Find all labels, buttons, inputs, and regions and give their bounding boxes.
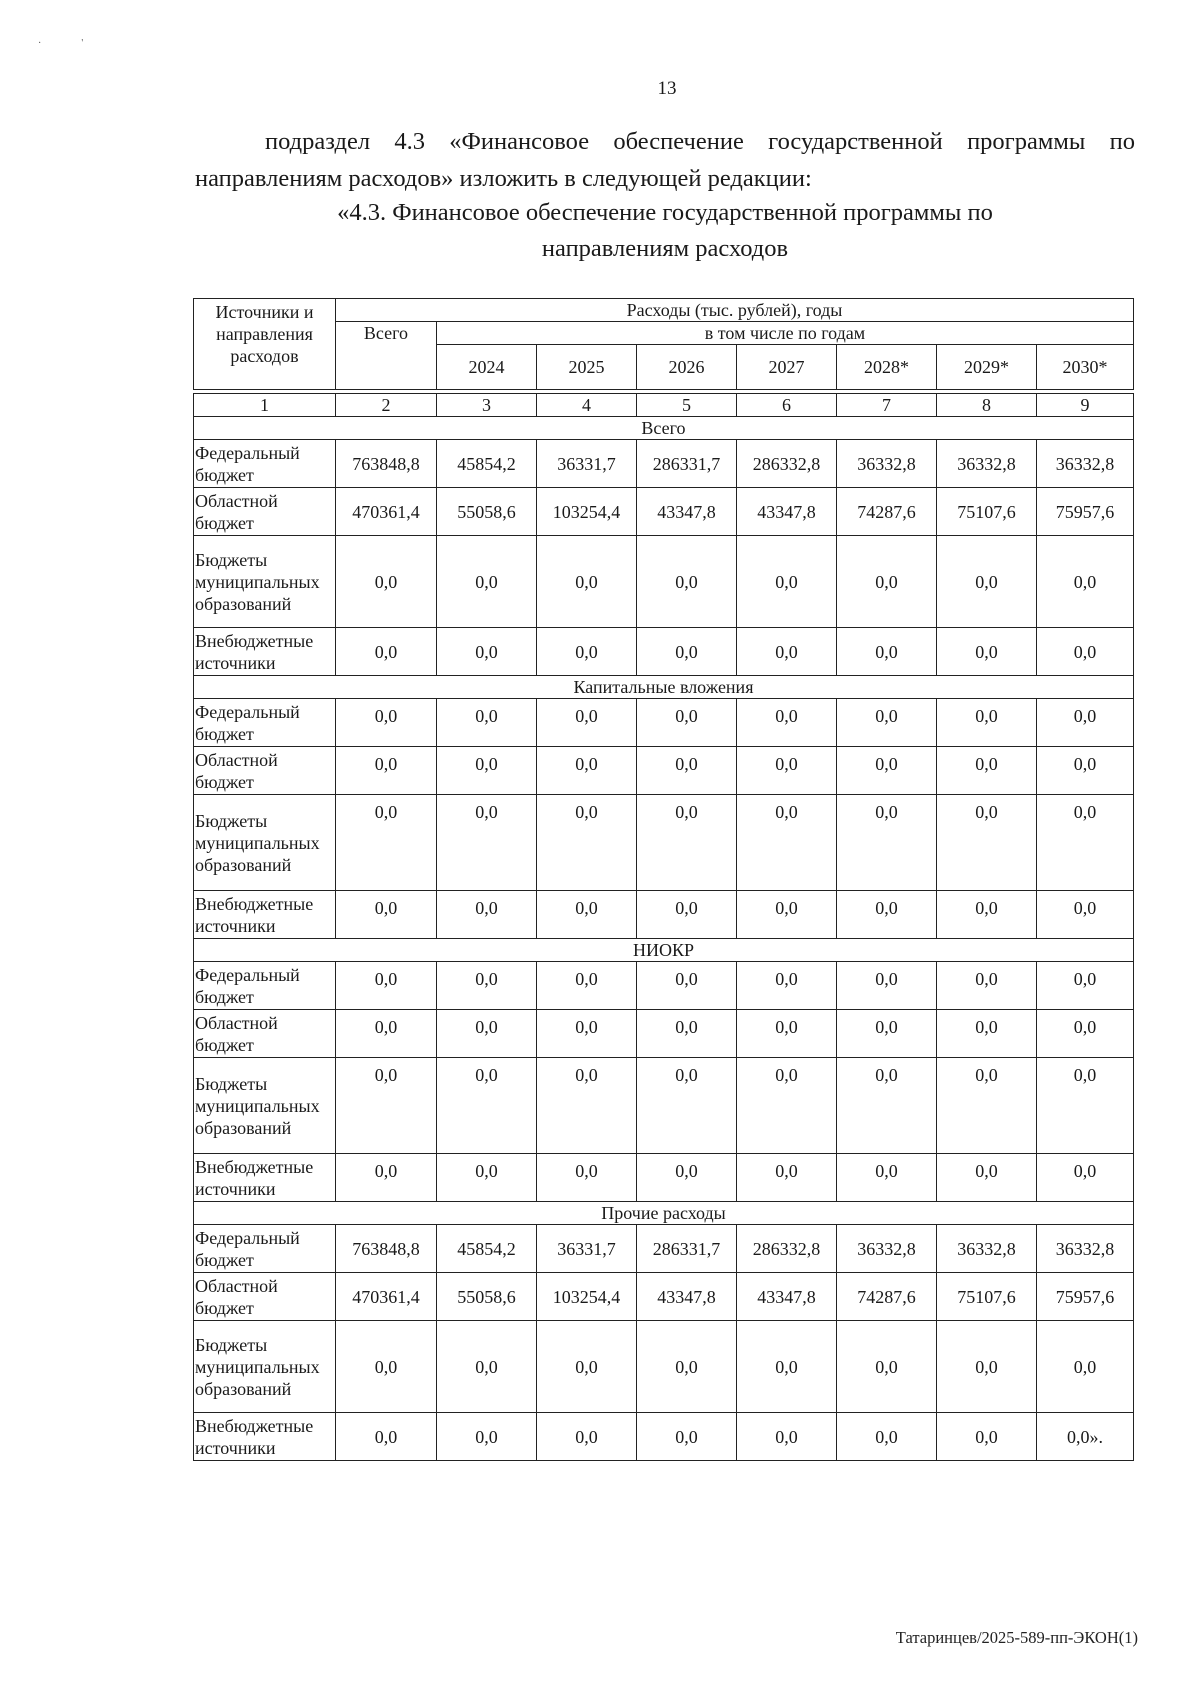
financing-table xyxy=(193,298,1134,1461)
value-cell: 55058,6 xyxy=(437,488,537,536)
value-cell: 0,0 xyxy=(937,1413,1037,1461)
column-number: 8 xyxy=(937,394,1037,417)
value-cell: 0,0 xyxy=(437,628,537,676)
value-cell: 0,0 xyxy=(437,795,537,891)
value-cell: 0,0 xyxy=(336,747,437,795)
value-cell: 0,0 xyxy=(737,699,837,747)
row-label: Областной бюджет xyxy=(194,1010,336,1058)
value-cell: 0,0 xyxy=(437,1010,537,1058)
value-cell: 0,0 xyxy=(336,891,437,939)
value-cell: 0,0 xyxy=(437,962,537,1010)
value-cell: 0,0 xyxy=(837,962,937,1010)
value-cell: 0,0 xyxy=(637,1154,737,1202)
section-title: НИОКР xyxy=(194,939,1134,962)
value-cell: 0,0 xyxy=(637,1321,737,1413)
value-cell: 0,0 xyxy=(937,1010,1037,1058)
row-label: Внебюджетные источники xyxy=(194,1154,336,1202)
value-cell: 0,0 xyxy=(737,1010,837,1058)
value-cell: 763848,8 xyxy=(336,1225,437,1273)
column-number: 9 xyxy=(1037,394,1134,417)
heading-line-1: «4.3. Финансовое обеспечение государственной программы по xyxy=(337,199,993,226)
column-number: 1 xyxy=(194,394,336,417)
value-cell: 36332,8 xyxy=(937,1225,1037,1273)
row-label: Внебюджетные источники xyxy=(194,628,336,676)
value-cell: 0,0 xyxy=(837,795,937,891)
value-cell: 0,0 xyxy=(837,1321,937,1413)
row-label: Бюджеты муниципальных образований xyxy=(194,1321,336,1413)
header-year: 2026 xyxy=(637,345,737,390)
value-cell: 286331,7 xyxy=(637,1225,737,1273)
value-cell: 0,0 xyxy=(1037,1154,1134,1202)
table-row xyxy=(194,1058,1134,1154)
table-row xyxy=(194,1154,1134,1202)
table-row xyxy=(194,1273,1134,1321)
row-label: Областной бюджет xyxy=(194,1273,336,1321)
value-cell: 45854,2 xyxy=(437,440,537,488)
value-cell: 0,0 xyxy=(737,891,837,939)
value-cell: 103254,4 xyxy=(537,488,637,536)
value-cell: 0,0 xyxy=(737,628,837,676)
value-cell: 75957,6 xyxy=(1037,488,1134,536)
value-cell: 0,0 xyxy=(437,891,537,939)
header-by-years: в том числе по годам xyxy=(437,322,1134,345)
row-label: Бюджеты муниципальных образований xyxy=(194,536,336,628)
value-cell: 0,0 xyxy=(537,962,637,1010)
table-row xyxy=(194,891,1134,939)
value-cell: 0,0 xyxy=(336,536,437,628)
value-cell: 0,0 xyxy=(637,962,737,1010)
column-number: 3 xyxy=(437,394,537,417)
value-cell: 763848,8 xyxy=(336,440,437,488)
row-label: Областной бюджет xyxy=(194,747,336,795)
value-cell: 0,0 xyxy=(1037,1321,1134,1413)
value-cell: 0,0 xyxy=(637,795,737,891)
value-cell: 36331,7 xyxy=(537,440,637,488)
value-cell: 0,0 xyxy=(437,1154,537,1202)
value-cell: 0,0 xyxy=(1037,1058,1134,1154)
table-row xyxy=(194,795,1134,891)
value-cell: 43347,8 xyxy=(637,488,737,536)
table-row xyxy=(194,1321,1134,1413)
table-row xyxy=(194,628,1134,676)
value-cell: 36331,7 xyxy=(537,1225,637,1273)
value-cell: 0,0 xyxy=(937,628,1037,676)
column-number: 5 xyxy=(637,394,737,417)
header-year: 2025 xyxy=(537,345,637,390)
scan-specks: · ' xyxy=(38,38,84,49)
value-cell: 0,0 xyxy=(737,536,837,628)
document-footer: Татаринцев/2025-589-пп-ЭКОН(1) xyxy=(895,1628,1138,1647)
row-label: Федеральный бюджет xyxy=(194,1225,336,1273)
value-cell: 0,0 xyxy=(336,1010,437,1058)
value-cell: 43347,8 xyxy=(637,1273,737,1321)
intro-text: подраздел 4.3 «Финансовое обеспечение государственной программы по направлениям расходов» изложить в следующей редакции: xyxy=(195,128,1135,192)
value-cell: 0,0 xyxy=(937,962,1037,1010)
value-cell: 0,0 xyxy=(837,747,937,795)
value-cell: 43347,8 xyxy=(737,1273,837,1321)
value-cell: 75107,6 xyxy=(937,488,1037,536)
value-cell: 36332,8 xyxy=(937,440,1037,488)
value-cell: 36332,8 xyxy=(1037,440,1134,488)
value-cell: 0,0 xyxy=(537,1154,637,1202)
value-cell: 103254,4 xyxy=(537,1273,637,1321)
value-cell: 0,0 xyxy=(336,795,437,891)
value-cell: 0,0 xyxy=(437,1413,537,1461)
table-row xyxy=(194,1413,1134,1461)
value-cell: 470361,4 xyxy=(336,1273,437,1321)
value-cell: 0,0 xyxy=(537,536,637,628)
value-cell: 0,0 xyxy=(737,1413,837,1461)
table-row xyxy=(194,488,1134,536)
value-cell: 0,0 xyxy=(937,1058,1037,1154)
value-cell: 0,0 xyxy=(837,1010,937,1058)
heading-line-2: направлениям расходов xyxy=(541,235,789,262)
value-cell: 0,0 xyxy=(837,699,937,747)
column-number: 6 xyxy=(737,394,837,417)
value-cell: 0,0 xyxy=(637,628,737,676)
value-cell: 0,0 xyxy=(1037,891,1134,939)
column-number: 2 xyxy=(336,394,437,417)
value-cell: 0,0». xyxy=(1037,1413,1134,1461)
value-cell: 0,0 xyxy=(637,1010,737,1058)
value-cell: 0,0 xyxy=(336,1321,437,1413)
value-cell: 0,0 xyxy=(737,962,837,1010)
table-row xyxy=(194,1225,1134,1273)
value-cell: 0,0 xyxy=(837,1154,937,1202)
row-label: Внебюджетные источники xyxy=(194,1413,336,1461)
value-cell: 36332,8 xyxy=(837,1225,937,1273)
table-row xyxy=(194,747,1134,795)
header-year: 2030* xyxy=(1037,345,1134,390)
value-cell: 74287,6 xyxy=(837,488,937,536)
table-row xyxy=(194,440,1134,488)
value-cell: 0,0 xyxy=(1037,747,1134,795)
row-label: Областной бюджет xyxy=(194,488,336,536)
value-cell: 0,0 xyxy=(336,962,437,1010)
header-year: 2029* xyxy=(937,345,1037,390)
row-label: Бюджеты муниципальных образований xyxy=(194,1058,336,1154)
value-cell: 286332,8 xyxy=(737,440,837,488)
value-cell: 0,0 xyxy=(537,699,637,747)
column-number: 4 xyxy=(537,394,637,417)
header-year: 2027 xyxy=(737,345,837,390)
value-cell: 0,0 xyxy=(737,1058,837,1154)
value-cell: 45854,2 xyxy=(437,1225,537,1273)
value-cell: 0,0 xyxy=(937,795,1037,891)
value-cell: 0,0 xyxy=(437,1321,537,1413)
row-label: Федеральный бюджет xyxy=(194,699,336,747)
section-heading xyxy=(195,195,1135,267)
value-cell: 0,0 xyxy=(336,1058,437,1154)
value-cell: 43347,8 xyxy=(737,488,837,536)
value-cell: 0,0 xyxy=(737,747,837,795)
value-cell: 0,0 xyxy=(837,891,937,939)
value-cell: 0,0 xyxy=(937,536,1037,628)
value-cell: 0,0 xyxy=(537,1413,637,1461)
table-row xyxy=(194,699,1134,747)
value-cell: 0,0 xyxy=(637,699,737,747)
value-cell: 0,0 xyxy=(537,747,637,795)
row-label: Федеральный бюджет xyxy=(194,440,336,488)
value-cell: 0,0 xyxy=(637,747,737,795)
value-cell: 0,0 xyxy=(837,1058,937,1154)
value-cell: 0,0 xyxy=(737,1154,837,1202)
value-cell: 36332,8 xyxy=(1037,1225,1134,1273)
value-cell: 0,0 xyxy=(437,536,537,628)
value-cell: 0,0 xyxy=(1037,628,1134,676)
header-year: 2028* xyxy=(837,345,937,390)
value-cell: 0,0 xyxy=(537,1010,637,1058)
value-cell: 0,0 xyxy=(537,1321,637,1413)
table-row xyxy=(194,536,1134,628)
value-cell: 0,0 xyxy=(837,628,937,676)
value-cell: 0,0 xyxy=(937,699,1037,747)
value-cell: 74287,6 xyxy=(837,1273,937,1321)
value-cell: 0,0 xyxy=(937,1321,1037,1413)
table-row xyxy=(194,962,1134,1010)
value-cell: 0,0 xyxy=(1037,1010,1134,1058)
value-cell: 286332,8 xyxy=(737,1225,837,1273)
value-cell: 75957,6 xyxy=(1037,1273,1134,1321)
value-cell: 0,0 xyxy=(637,1413,737,1461)
value-cell: 0,0 xyxy=(437,1058,537,1154)
header-year: 2024 xyxy=(437,345,537,390)
page-number: 13 xyxy=(657,78,677,99)
value-cell: 0,0 xyxy=(537,795,637,891)
value-cell: 55058,6 xyxy=(437,1273,537,1321)
row-label: Внебюджетные источники xyxy=(194,891,336,939)
value-cell: 0,0 xyxy=(637,891,737,939)
row-label: Федеральный бюджет xyxy=(194,962,336,1010)
value-cell: 0,0 xyxy=(937,747,1037,795)
value-cell: 286331,7 xyxy=(637,440,737,488)
row-label: Бюджеты муниципальных образований xyxy=(194,795,336,891)
section-title: Всего xyxy=(194,417,1134,440)
value-cell: 0,0 xyxy=(737,795,837,891)
intro-paragraph xyxy=(195,123,1135,197)
value-cell: 0,0 xyxy=(336,628,437,676)
value-cell: 0,0 xyxy=(1037,795,1134,891)
column-number: 7 xyxy=(837,394,937,417)
value-cell: 0,0 xyxy=(1037,962,1134,1010)
header-expenses: Расходы (тыс. рублей), годы xyxy=(336,299,1134,322)
value-cell: 0,0 xyxy=(437,699,537,747)
value-cell: 0,0 xyxy=(1037,536,1134,628)
section-title: Прочие расходы xyxy=(194,1202,1134,1225)
value-cell: 0,0 xyxy=(336,1413,437,1461)
value-cell: 0,0 xyxy=(837,1413,937,1461)
value-cell: 0,0 xyxy=(637,1058,737,1154)
value-cell: 75107,6 xyxy=(937,1273,1037,1321)
value-cell: 0,0 xyxy=(537,891,637,939)
header-sources: Источники и направления расходов xyxy=(194,299,336,390)
value-cell: 0,0 xyxy=(1037,699,1134,747)
value-cell: 0,0 xyxy=(937,1154,1037,1202)
value-cell: 0,0 xyxy=(737,1321,837,1413)
header-total: Всего xyxy=(336,322,437,390)
table-row xyxy=(194,1010,1134,1058)
value-cell: 0,0 xyxy=(336,699,437,747)
value-cell: 0,0 xyxy=(837,536,937,628)
value-cell: 0,0 xyxy=(537,628,637,676)
value-cell: 0,0 xyxy=(537,1058,637,1154)
value-cell: 0,0 xyxy=(937,891,1037,939)
value-cell: 0,0 xyxy=(637,536,737,628)
section-title: Капитальные вложения xyxy=(194,676,1134,699)
value-cell: 0,0 xyxy=(437,747,537,795)
value-cell: 470361,4 xyxy=(336,488,437,536)
value-cell: 36332,8 xyxy=(837,440,937,488)
value-cell: 0,0 xyxy=(336,1154,437,1202)
